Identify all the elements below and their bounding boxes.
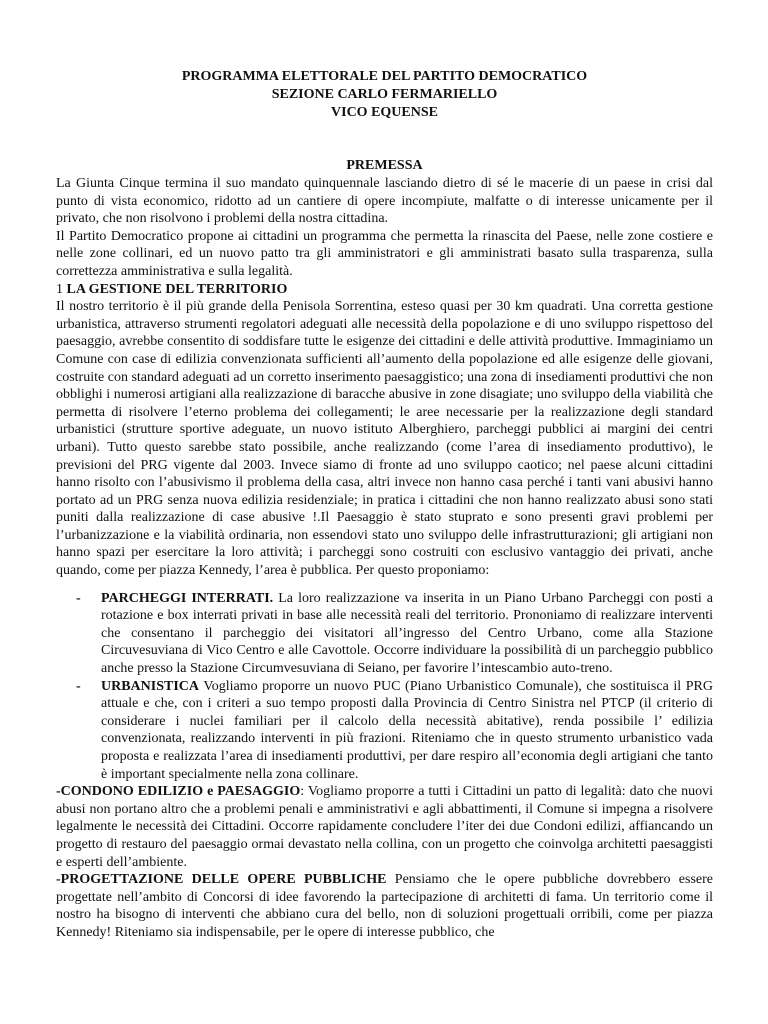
section-1-heading [56,281,713,299]
bullet-title-urbanistica: URBANISTICA [101,678,200,694]
bullet-title-parcheggi: PARCHEGGI INTERRATI. [101,590,274,606]
list-item [56,590,713,678]
premessa-title: PREMESSA [346,158,423,173]
condono-title: -CONDONO EDILIZIO e PAESAGGIO [56,784,301,800]
header-line-3: VICO EQUENSE [331,105,438,120]
header-line-2: SEZIONE CARLO FERMARIELLO [271,87,498,102]
condono-text: : Vogliamo proporre a tutti i Cittadini un patto di legalità: dato che nuovi abusi non portano altro che a problemi penali e amministrativi e agli abbattimenti, il Comune si impegna a risolvere legalmente le necessità dei Cittadini. Occorre rapidamente concludere l’iter dei due Condoni edilizi, affiancando un progetto di restauro del paesaggio ormai devastato nella collina, con un progetto che coinvolga architetti paesaggisti e esperti dell’ambiente. [56,784,713,870]
progettazione-paragraph [56,871,713,941]
bullet-text-parcheggi: La loro realizzazione va inserita in un Piano Urbano Parcheggi con posti a rotazione e box interrati privati in base alle necessità reali del territorio. Prononiamo di realizzare interventi che consentano il parcheggio dei visitatori all’ingresso del Centro Urbano, come alla Stazione Circuvesuviana di Vico Centro e alle Cavottole. Occorre individuare la possibilità di un parcheggio pubblico anche presso la Stazione Circumvesuviana di Seiano, per favorire l’intescambio auto-treno. [101,590,713,677]
header-line-1: PROGRAMMA ELETTORALE DEL PARTITO DEMOCRATICO [181,69,588,84]
proposal-list [56,590,713,784]
bullet-text-urbanistica: Vogliamo proporre un nuovo PUC (Piano Urbanistico Comunale), che sostituisca il PRG attuale e che, con i criteri a suo tempo proposti dalla Provincia di Centro Sinistra nel PTCP (il criterio di considerare i nuclei familiari per il calcolo della necessità abitative), renda possibile l’ edilizia convenzionata, realizzando interventi in più frazioni. Riteniamo che in questo strumento urbanistico vada proposta e realizzata l’area di insediamenti produttivi, per dare respiro all’economia degli artigiani che tanto è important specialmente nella zona collinare. [101,678,713,782]
section-1-body: Il nostro territorio è il più grande della Penisola Sorrentina, esteso quasi per 30 km quadrati. Una corretta gestione urbanistica, attraverso strumenti regolatori adeguati alle necessità della popolazione e di uno sviluppo rispettoso del paesaggio, avrebbe consentito di soddisfare tutte le esigenze dei cittadini e delle attività produttive. Immaginiamo un Comune con case di edilizia convenzionata sufficienti all’aumento della popolazione ed alle esigenze delle giovani, costruite con standard adeguati ad un corretto inserimento paesaggistico; una zona di insediamenti produttivi che non obblighi i numerosi artigiani alla realizzazione di baracche abusive in zone disagiate; uno sviluppo della viabilità che permetta di risolvere l’eterno problema dei collegamenti; le aree necessarie per la realizzazione degli standard urbanistici (strutture sportive adeguate, un nuovo istituto Alberghiero, parcheggi pubblici ai margini dei centri urbani). Tutto questo sarebbe stato possibile, anche realizzando (come l’area di insediamento produttivo), le previsioni del PRG vigente dal 2003. Invece siamo di fronte ad uno sviluppo caotico; nel paese alcuni cittadini hanno risolto con l’abusivismo il problema della casa, altri invece non hanno casa perché i tanti vani abusivi hanno portato ad un PRG senza nuova edilizia residenziale; in pratica i cittadini che non hanno realizzato abusi sono stati puniti dalla realizzazione di case abusive !.Il Paesaggio è stato stuprato e sono presenti gravi problemi per l’urbanizzazione e la viabilità ordinaria, non essendovi stato uno sviluppo delle infrastrutturazioni; gli artigiani non hanno spazi per esercitare la loro attività; i parcheggi sono costruiti con esclusivo vantaggio dei privati, anche quando, come per piazza Kennedy, l’area è pubblica. Per questo proponiamo: [56,299,713,579]
list-item [56,678,713,784]
section-1-title: LA GESTIONE DEL TERRITORIO [66,281,288,297]
document-page [56,0,713,942]
premessa-paragraph-2: Il Partito Democratico propone ai cittadini un programma che permetta la rinascita del Paese, nelle zone costiere e nelle zone collinari, ed un nuovo patto tra gli amministratori e gli amministrati basato sulla trasparenza, sulla correttezza amministrativa e sulla legalità. [56,228,713,279]
section-1-number: 1 [56,281,63,297]
document-header [56,68,713,122]
progettazione-text: Pensiamo che le opere pubbliche dovrebbero essere progettate nell’ambito di Concorsi di idee favorendo la partecipazione di architetti di fama. Un territorio come il nostro ha bisogno di interventi che abbiano cura del bello, non di soluzioni progettuali orribili, come per piazza Kennedy! Riteniamo sia indispensabile, per le opere di interesse pubblico, che [56,872,713,940]
bullet-dash: - [76,590,81,606]
condono-paragraph [56,783,713,871]
bullet-dash: - [76,678,81,694]
progettazione-title: -PROGETTAZIONE DELLE OPERE PUBBLICHE [56,872,387,888]
premessa-paragraph-1: La Giunta Cinque termina il suo mandato quinquennale lasciando dietro di sé le macerie di un paese in crisi dal punto di vista economico, ridotto ad un cantiere di opere incompiute, malfatte o di interesse unicamente per il privato, che non risolvono i problemi della nostra cittadina. [56,176,713,227]
